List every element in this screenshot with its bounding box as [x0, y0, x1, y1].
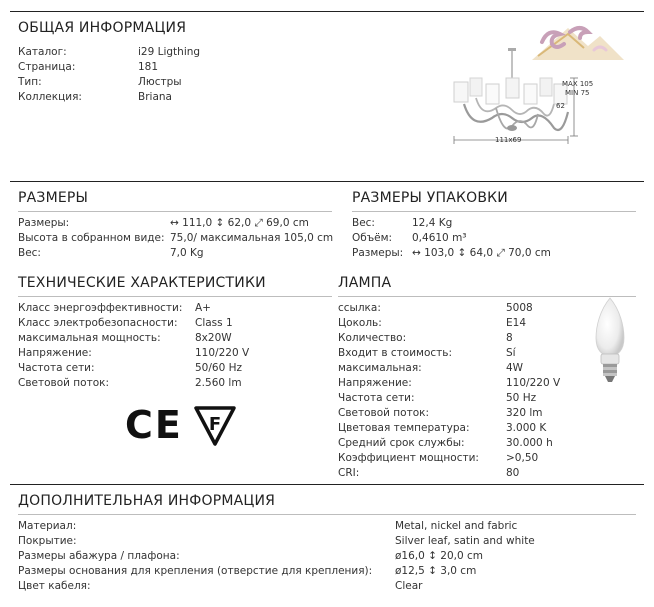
- row-label: Объём:: [352, 232, 393, 244]
- row-value: ↔ 111,0 ↕ 62,0 ⤢ 69,0 cm: [170, 217, 309, 229]
- row-label: Световой поток:: [18, 377, 110, 389]
- row-value: 4W: [506, 362, 524, 374]
- row-label: Размеры:: [18, 217, 70, 229]
- divider-dimensions: [10, 181, 644, 182]
- row-value: 5008: [506, 302, 533, 314]
- row-label: Частота сети:: [18, 362, 95, 374]
- technical-title: ТЕХНИЧЕСКИЕ ХАРАКТЕРИСТИКИ: [18, 275, 266, 291]
- row-value: Sí: [506, 347, 516, 359]
- row-label: Напряжение:: [338, 377, 412, 389]
- row-value: 8x20W: [195, 332, 232, 344]
- row-value: 7,0 Kg: [170, 247, 204, 259]
- row-value: Metal, nickel and fabric: [395, 520, 518, 532]
- row-label: CRI:: [338, 467, 360, 479]
- row-label: Средний срок службы:: [338, 437, 465, 449]
- additional-underline: [18, 514, 636, 515]
- row-label: Высота в собранном виде:: [18, 232, 165, 244]
- row-value: 110/220 V: [195, 347, 250, 359]
- row-label: Каталог:: [18, 46, 67, 58]
- row-value: ø16,0 ↕ 20,0 cm: [395, 550, 483, 562]
- divider-top: [10, 11, 644, 12]
- row-label: максимальная:: [338, 362, 422, 374]
- packaging-underline: [352, 211, 636, 212]
- row-value: 110/220 V: [506, 377, 561, 389]
- row-value: Люстры: [138, 76, 182, 88]
- row-value: 50/60 Hz: [195, 362, 243, 374]
- row-label: максимальная мощность:: [18, 332, 161, 344]
- drawing-width-label: 111x69: [495, 136, 522, 144]
- general-title: ОБЩАЯ ИНФОРМАЦИЯ: [18, 20, 187, 36]
- row-value: 8: [506, 332, 513, 344]
- row-value: 50 Hz: [506, 392, 537, 404]
- row-value: ø12,5 ↕ 3,0 cm: [395, 565, 477, 577]
- ce-mark-icon: CE: [125, 403, 183, 447]
- row-label: Частота сети:: [338, 392, 415, 404]
- packaging-title: РАЗМЕРЫ УПАКОВКИ: [352, 190, 508, 206]
- candle-bulb-icon: [590, 296, 630, 386]
- row-value: 2.560 lm: [195, 377, 242, 389]
- row-label: Цоколь:: [338, 317, 382, 329]
- drawing-height-label: 62: [556, 102, 565, 110]
- row-value: A+: [195, 302, 211, 314]
- row-label: Световой поток:: [338, 407, 430, 419]
- row-value: Class 1: [195, 317, 233, 329]
- row-label: Класс энергоэффективности:: [18, 302, 183, 314]
- technical-underline: [18, 296, 332, 297]
- row-value: 30.000 h: [506, 437, 553, 449]
- f-mark-icon: [194, 406, 236, 446]
- row-value: 320 lm: [506, 407, 543, 419]
- additional-title: ДОПОЛНИТЕЛЬНАЯ ИНФОРМАЦИЯ: [18, 493, 276, 509]
- row-label: Входит в стоимость:: [338, 347, 453, 359]
- row-value: 0,4610 m³: [412, 232, 467, 244]
- dimensions-underline: [18, 211, 332, 212]
- lamp-title: ЛАМПА: [338, 275, 392, 291]
- divider-additional: [10, 484, 644, 485]
- row-label: Коллекция:: [18, 91, 82, 103]
- row-value: ↔ 103,0 ↕ 64,0 ⤢ 70,0 cm: [412, 247, 551, 259]
- row-label: Вес:: [352, 217, 375, 229]
- row-value: Silver leaf, satin and white: [395, 535, 535, 547]
- drawing-min-label: MIN 75: [565, 89, 590, 97]
- row-value: >0,50: [506, 452, 539, 464]
- row-value: 12,4 Kg: [412, 217, 453, 229]
- row-label: Класс электробезопасности:: [18, 317, 178, 329]
- row-value: i29 Ligthing: [138, 46, 201, 58]
- row-value: 181: [138, 61, 159, 73]
- row-label: Размеры:: [352, 247, 404, 259]
- chandelier-drawing: [450, 48, 580, 148]
- row-value: Briana: [138, 91, 172, 103]
- row-label: Напряжение:: [18, 347, 92, 359]
- row-label: Материал:: [18, 520, 77, 532]
- row-label: Тип:: [18, 76, 42, 88]
- row-value: Clear: [395, 580, 423, 592]
- f-mark-letter: F: [208, 414, 222, 435]
- row-label: Коэффициент мощности:: [338, 452, 479, 464]
- row-label: Количество:: [338, 332, 407, 344]
- row-label: Цветовая температура:: [338, 422, 470, 434]
- dimensions-title: РАЗМЕРЫ: [18, 190, 89, 206]
- row-value: E14: [506, 317, 526, 329]
- row-value: 3.000 K: [506, 422, 547, 434]
- row-value: 75,0/ максимальная 105,0 cm: [170, 232, 334, 244]
- row-label: Размеры абажура / плафона:: [18, 550, 180, 562]
- row-label: Цвет кабеля:: [18, 580, 91, 592]
- row-label: ссылка:: [338, 302, 381, 314]
- row-label: Вес:: [18, 247, 41, 259]
- row-label: Страница:: [18, 61, 76, 73]
- row-value: 80: [506, 467, 520, 479]
- row-label: Покрытие:: [18, 535, 77, 547]
- drawing-max-label: MAX 105: [562, 80, 594, 88]
- row-label: Размеры основания для крепления (отверстие для крепления):: [18, 565, 373, 577]
